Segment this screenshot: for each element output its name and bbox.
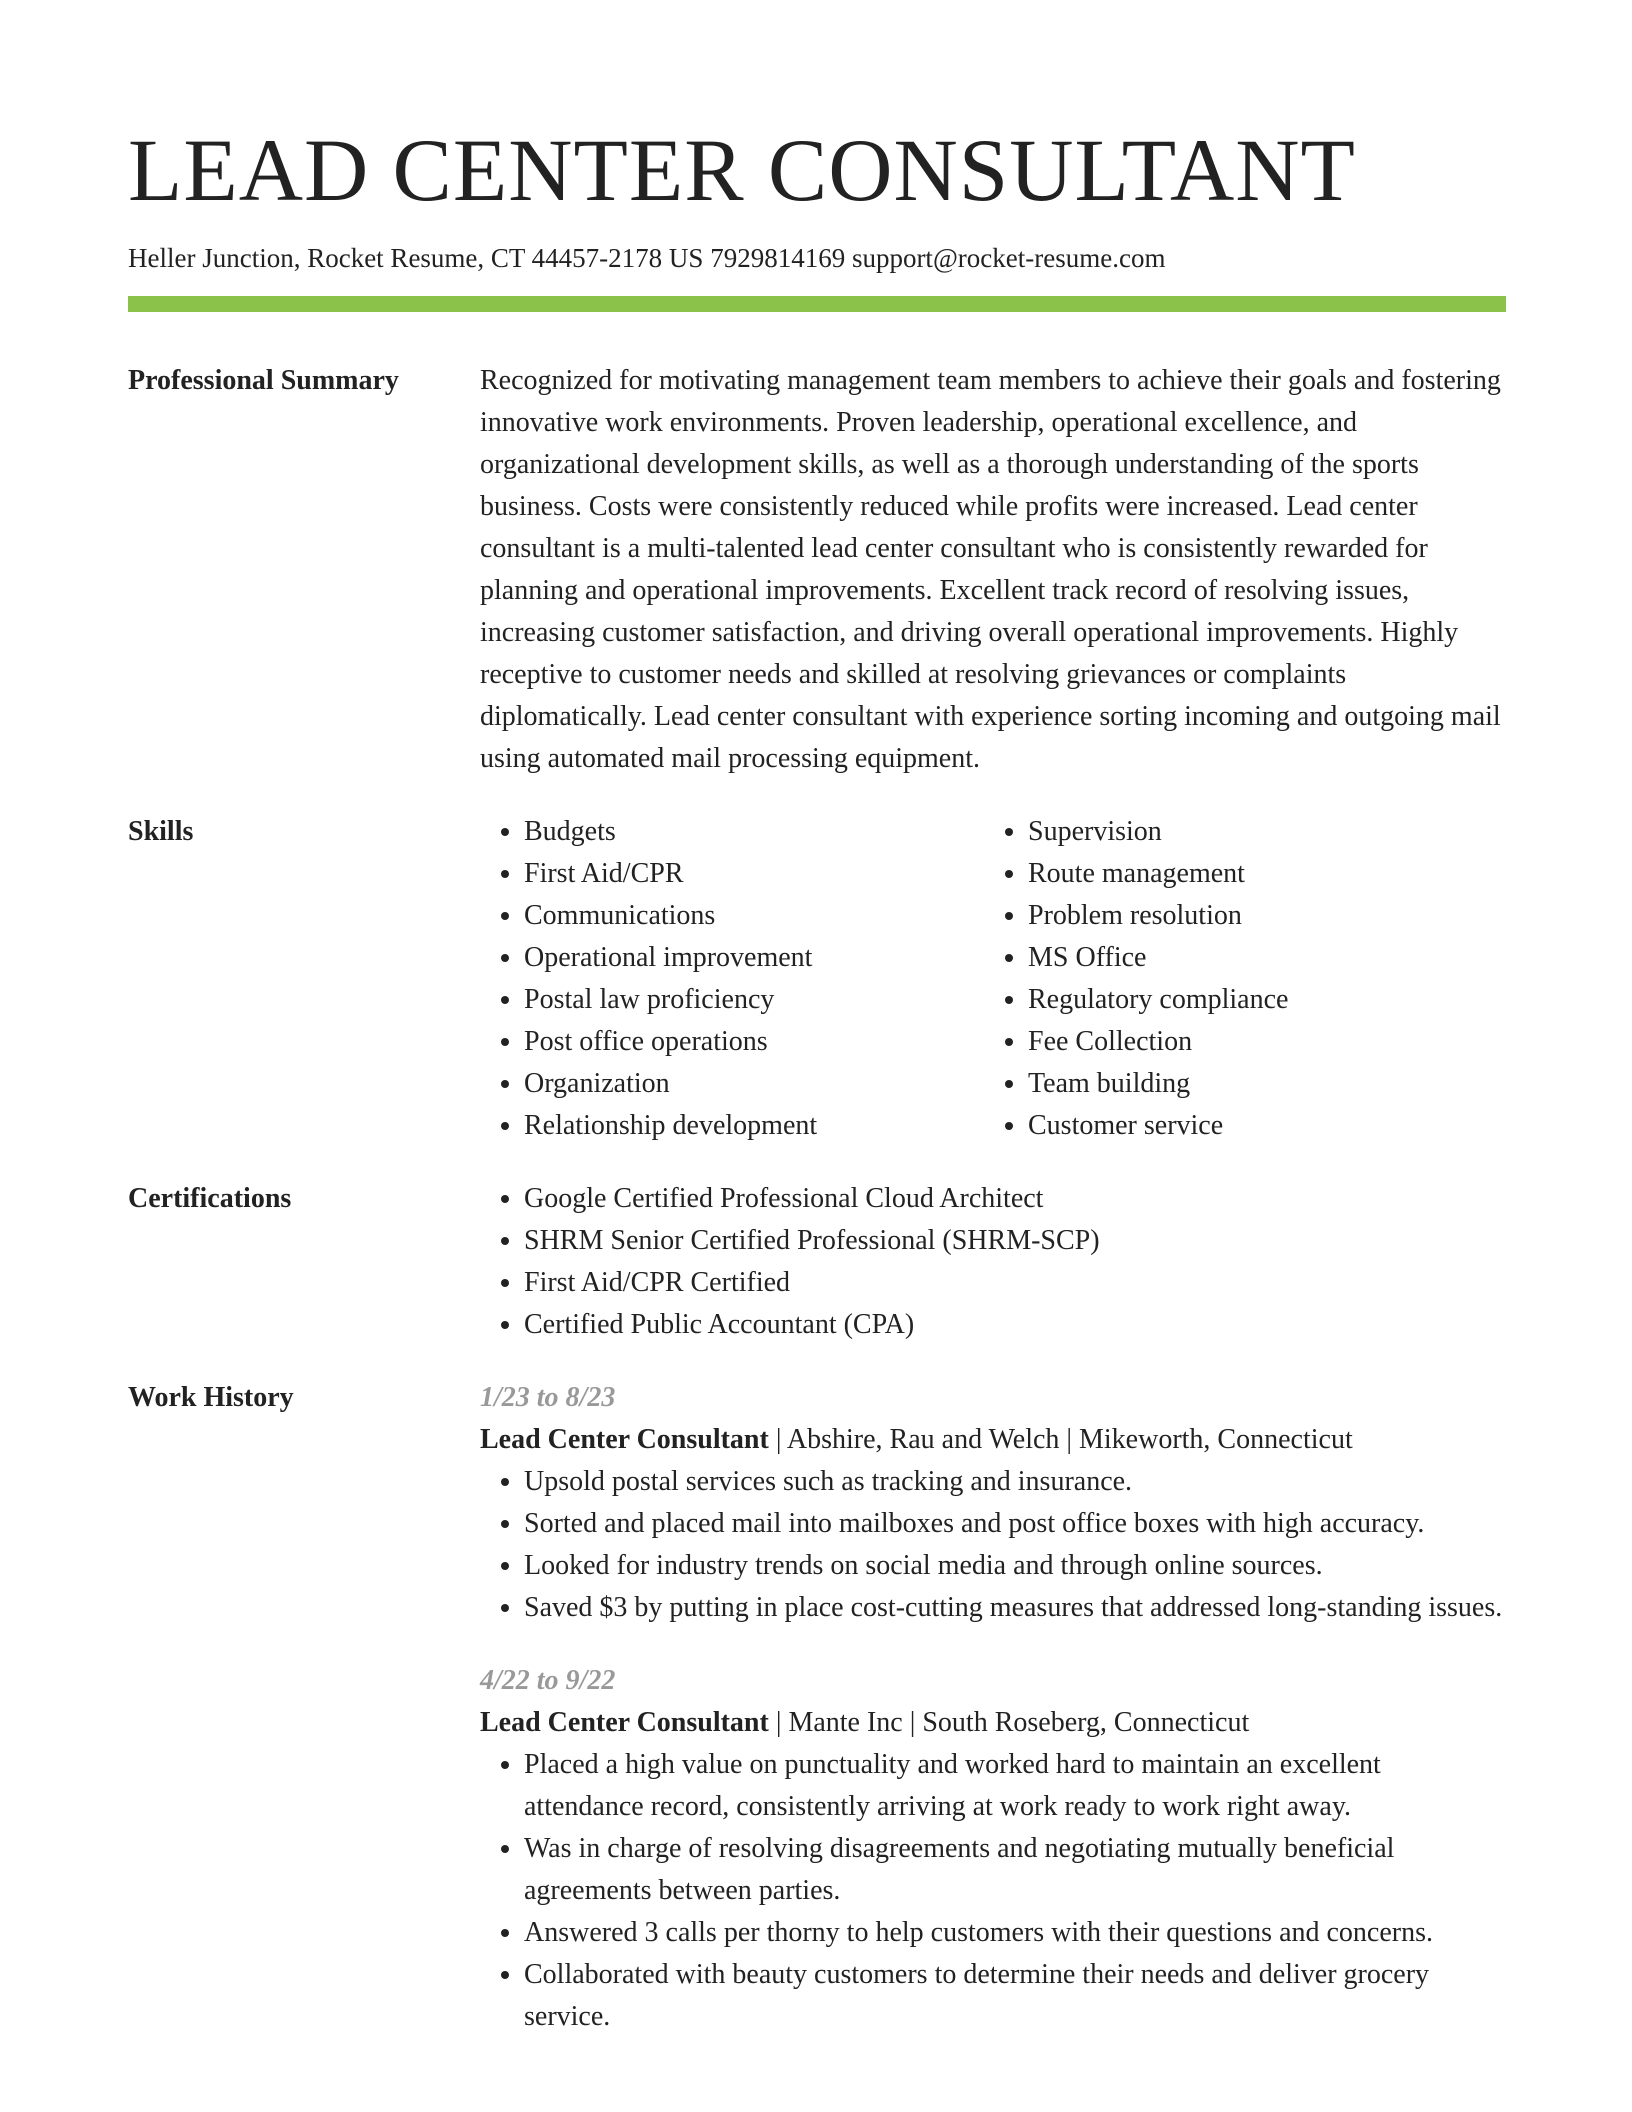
skill-item: • MS Office [1028,937,1488,979]
skill-item: • Operational improvement [524,937,984,979]
skill-item: • Customer service [1028,1105,1488,1147]
job-bullet: • Was in charge of resolving disagreements and negotiating mutually beneficial agreements between parties. [524,1828,1506,1912]
resume-page [128,0,1506,2038]
summary-section [128,360,1506,780]
certifications-section [128,1178,1506,1346]
job-bullet: • Sorted and placed mail into mailboxes and post office boxes with high accuracy. [524,1503,1506,1545]
skill-item: • Fee Collection [1028,1021,1488,1063]
job-details: | Mante Inc | South Roseberg, Connecticut [768,1707,1250,1738]
skills-section [128,811,1506,1147]
skills-list-left [480,811,984,1147]
job-bullet: • Answered 3 calls per thorny to help customers with their questions and concerns. [524,1912,1506,1954]
certifications-list [480,1178,1506,1346]
job-title-line [480,1702,1506,1744]
job-entry [480,1377,1506,1629]
job-details: | Abshire, Rau and Welch | Mikeworth, Connecticut [768,1424,1353,1455]
work-history-heading: Work History [128,1382,294,1413]
header-divider [128,296,1506,312]
job-title: Lead Center Consultant [480,1424,769,1455]
job-dates: 4/22 to 9/22 [480,1665,616,1696]
skills-heading: Skills [128,816,194,847]
job-dates: 1/23 to 8/23 [480,1382,616,1413]
job-bullet: • Upsold postal services such as tracking and insurance. [524,1461,1506,1503]
job-title-line [480,1419,1506,1461]
job-bullet: • Saved $3 by putting in place cost-cutting measures that addressed long-standing issues. [524,1587,1506,1629]
certification-item: • SHRM Senior Certified Professional (SHRM-SCP) [524,1220,1506,1262]
summary-heading: Professional Summary [128,365,399,396]
job-bullet: • Placed a high value on punctuality and worked hard to maintain an excellent attendance record, consistently arriving at work ready to work right away. [524,1744,1506,1828]
skill-item: • Regulatory compliance [1028,979,1488,1021]
certification-item: • Google Certified Professional Cloud Architect [524,1178,1506,1220]
summary-text: Recognized for motivating management team members to achieve their goals and fostering innovative work environments. Proven leadership, operational excellence, and organizational development skills, as well as a thorough understanding of the sports business. Costs were consistently reduced while profits were increased. Lead center consultant is a multi-talented lead center consultant who is consistently rewarded for planning and operational improvements. Excellent track record of resolving issues, increasing customer satisfaction, and driving overall operational improvements. Highly receptive to customer needs and skilled at resolving grievances or complaints diplomatically. Lead center consultant with experience sorting incoming and outgoing mail using automated mail processing equipment. [480,365,1501,774]
skill-item: • First Aid/CPR [524,853,984,895]
certification-item: • Certified Public Accountant (CPA) [524,1304,1506,1346]
skill-item: • Problem resolution [1028,895,1488,937]
candidate-name: LEAD CENTER CONSULTANT [128,122,1356,220]
skills-list-right [984,811,1488,1147]
work-history-section [128,1377,1506,2038]
skill-item: • Team building [1028,1063,1488,1105]
certification-item: • First Aid/CPR Certified [524,1262,1506,1304]
job-entry [480,1660,1506,2038]
job-bullets [480,1461,1506,1629]
job-title: Lead Center Consultant [480,1707,769,1738]
skill-item: • Budgets [524,811,984,853]
skill-item: • Communications [524,895,984,937]
skill-item: • Postal law proficiency [524,979,984,1021]
job-bullet: • Collaborated with beauty customers to determine their needs and deliver grocery service. [524,1954,1506,2038]
certifications-heading: Certifications [128,1183,292,1214]
contact-info: Heller Junction, Rocket Resume, CT 44457-2178 US 7929814169 support@rocket-resume.com [128,243,1166,273]
skill-item: • Route management [1028,853,1488,895]
job-bullets [480,1744,1506,2038]
skill-item: • Organization [524,1063,984,1105]
skill-item: • Supervision [1028,811,1488,853]
job-bullet: • Looked for industry trends on social media and through online sources. [524,1545,1506,1587]
skill-item: • Relationship development [524,1105,984,1147]
skill-item: • Post office operations [524,1021,984,1063]
